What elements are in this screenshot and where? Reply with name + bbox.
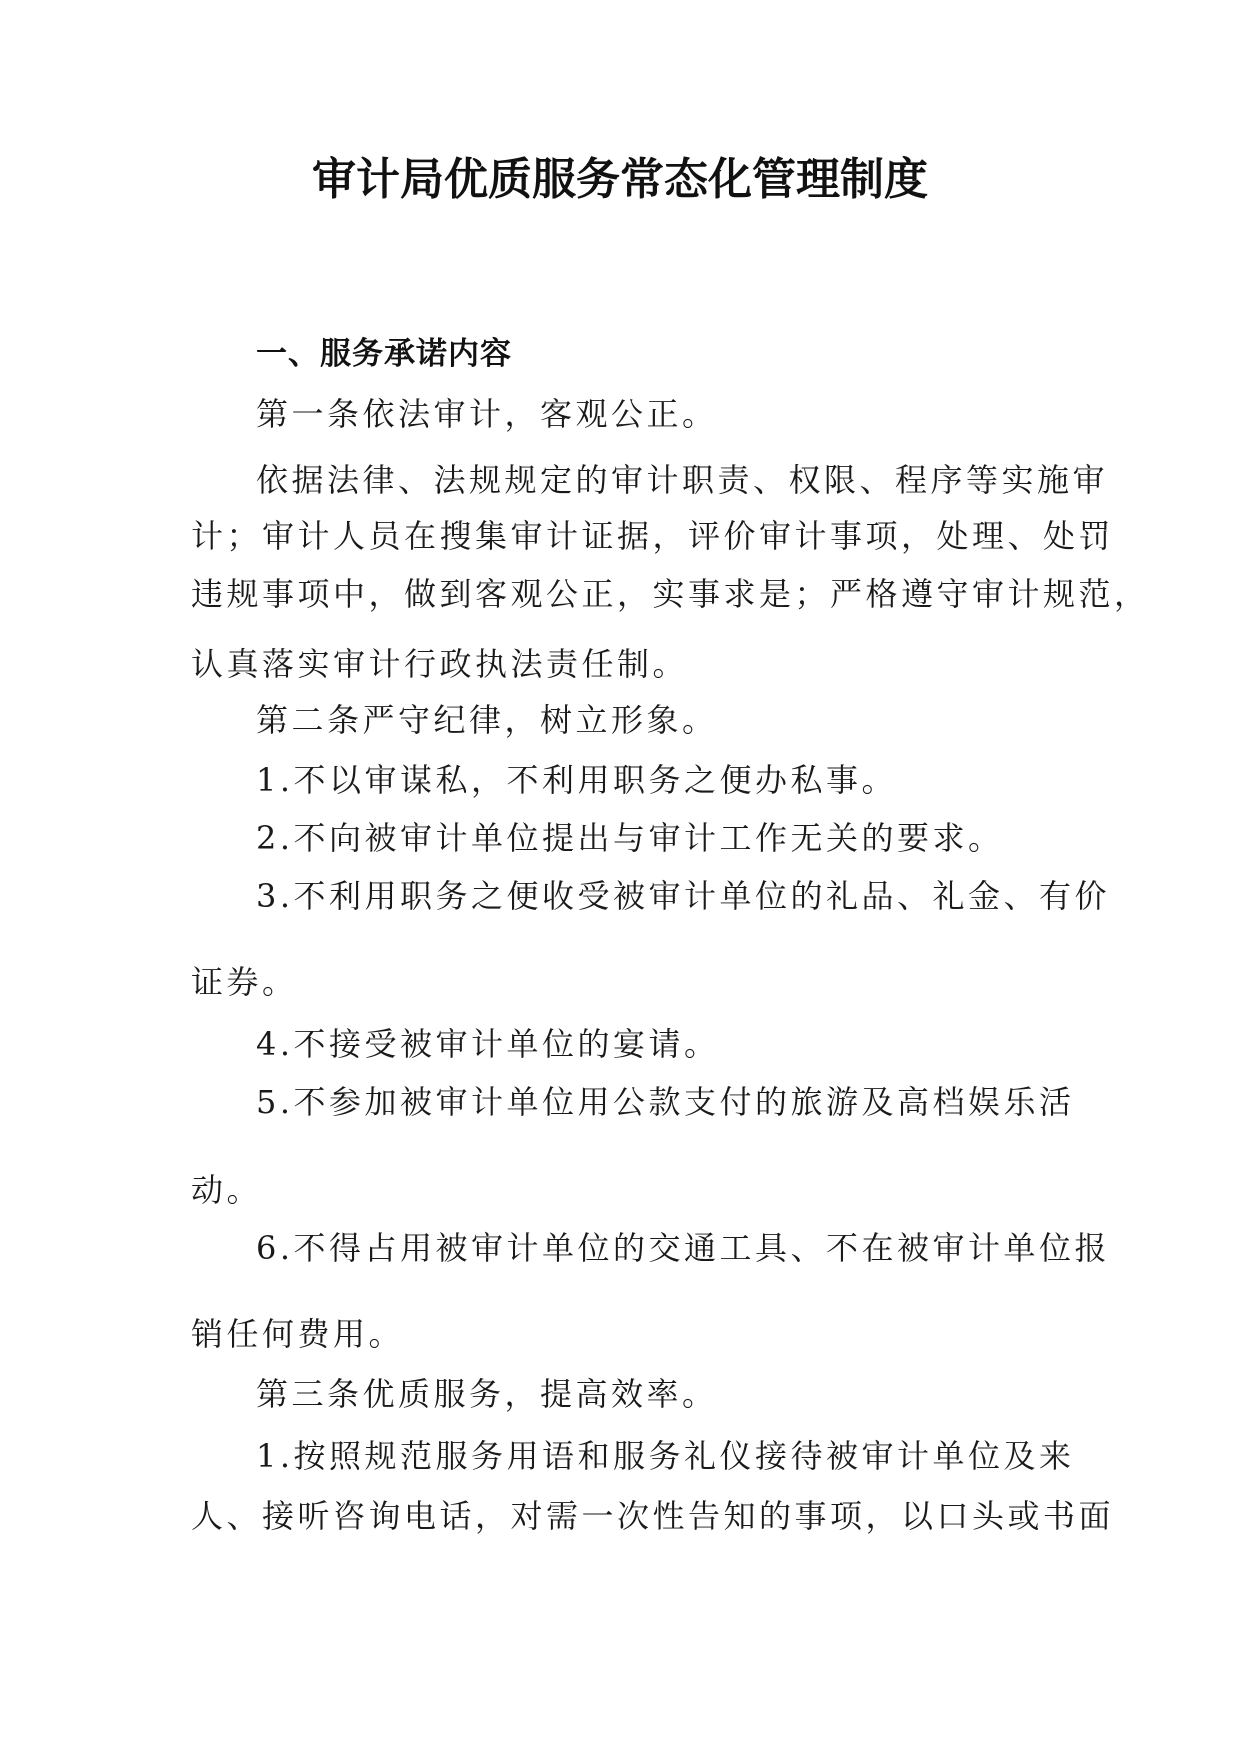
list-item: 6.不得占用被审计单位的交通工具、不在被审计单位报 bbox=[256, 1229, 1111, 1267]
section-heading: 一、服务承诺内容 bbox=[256, 336, 512, 372]
list-item: 4.不接受被审计单位的宴请。 bbox=[256, 1025, 720, 1063]
list-item-continuation: 销任何费用。 bbox=[191, 1315, 405, 1353]
list-item: 3.不利用职务之便收受被审计单位的礼品、礼金、有价 bbox=[256, 877, 1111, 915]
paragraph-line: 认真落实审计行政执法责任制。 bbox=[191, 645, 689, 683]
paragraph-line: 依据法律、法规规定的审计职责、权限、程序等实施审 bbox=[256, 461, 1109, 499]
list-item-continuation: 人、接听咨询电话，对需一次性告知的事项，以口头或书面 bbox=[191, 1497, 1115, 1535]
list-item-continuation: 动。 bbox=[191, 1171, 263, 1209]
list-item-continuation: 证券。 bbox=[191, 963, 298, 1001]
list-item: 5.不参加被审计单位用公款支付的旅游及高档娱乐活 bbox=[256, 1083, 1075, 1121]
list-item: 1.按照规范服务用语和服务礼仪接待被审计单位及来 bbox=[256, 1437, 1075, 1475]
paragraph-line: 违规事项中，做到客观公正，实事求是；严格遵守审计规范， bbox=[191, 575, 1150, 613]
article-3-heading: 第三条优质服务，提高效率。 bbox=[256, 1375, 718, 1413]
list-item: 2.不向被审计单位提出与审计工作无关的要求。 bbox=[256, 819, 1004, 857]
article-2-heading: 第二条严守纪律，树立形象。 bbox=[256, 701, 718, 739]
document-title: 审计局优质服务常态化管理制度 bbox=[312, 154, 928, 205]
article-1-heading: 第一条依法审计，客观公正。 bbox=[256, 395, 718, 433]
list-item: 1.不以审谋私，不利用职务之便办私事。 bbox=[256, 761, 898, 799]
paragraph-line: 计；审计人员在搜集审计证据，评价审计事项，处理、处罚 bbox=[191, 517, 1115, 555]
